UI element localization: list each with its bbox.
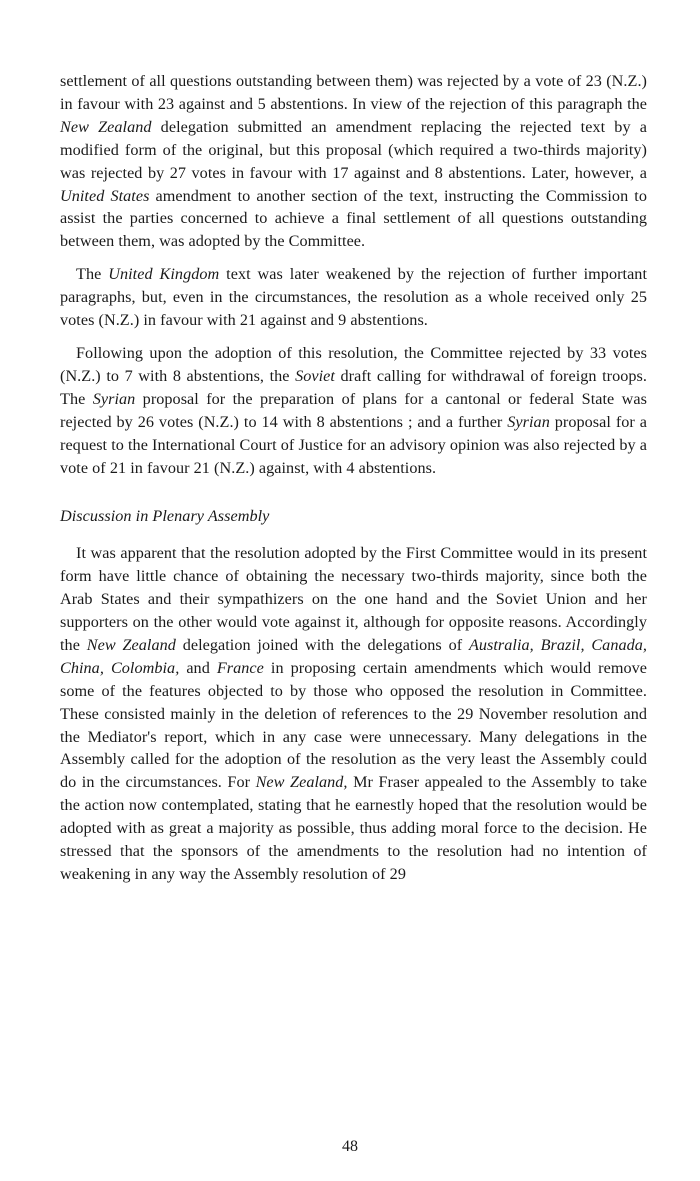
italic-text-segment: United States — [60, 186, 150, 205]
text-segment: in proposing certain amendments which would remove some of the features objected to by those who opposed the resolution in Committee. These consisted mainly in the deletion of references to the 29 November resolution and the Mediator's report, which in any case were unnecessary. Many delegations in the Assembly called for the adoption of the resolution as the very least the Assembly could do in the circumstances. For — [60, 658, 647, 792]
text-segment: delegation submitted an amendment replacing the rejected text by a modified form of the original, but this proposal (which required a two-thirds majority) was rejected by 27 votes in favour with 17 against and 8 abstentions. Later, however, a — [60, 117, 647, 182]
document-page — [60, 70, 647, 896]
italic-text-segment: New Zealand — [60, 117, 152, 136]
paragraph-3 — [60, 342, 647, 479]
section-heading: Discussion in Plenary Assembly — [60, 507, 270, 526]
italic-text-segment: France — [216, 658, 264, 677]
paragraph-4 — [60, 542, 647, 886]
italic-text-segment: Syrian — [507, 412, 550, 431]
text-segment: delegation joined with the delegations of — [175, 635, 469, 654]
text-segment: The — [76, 265, 109, 284]
text-segment: and — [179, 658, 217, 677]
italic-text-segment: New Zealand, — [255, 773, 348, 792]
text-segment: text was later weakened by the rejection of further important paragraphs, but, even in the circumstances, the resolution as a whole received only 25 votes (N.Z.) in favour with 21 against and 9 abstentions. — [60, 265, 648, 330]
text-segment: Following upon the adoption of this resolution, the Committee rejected by 33 votes (N.Z.) to 7 with 8 abstentions, the — [60, 343, 647, 385]
text-segment: proposal for a request to the International Court of Justice for an advisory opinion was also rejected by a vote of 21 in favour 21 (N.Z.) against, with 4 abstentions. — [60, 412, 647, 477]
text-segment: Mr Fraser appealed to the Assembly to take the action now contemplated, stating that he earnestly hoped that the resolution would be adopted with as great a majority as possible, thus adding moral force to the decision. He stressed that the sponsors of the amendments to the resolution had no intention of weakening in any way the Assembly resolution of 29 — [60, 773, 647, 883]
text-segment: settlement of all questions outstanding between them) was rejected by a vote of 23 (N.Z.) in favour with 23 against and 5 abstentions. In view of the rejection of this paragraph the — [60, 72, 647, 113]
italic-text-segment: United Kingdom — [108, 265, 220, 284]
italic-text-segment: Soviet — [295, 366, 335, 385]
page-number: 48 — [342, 1138, 358, 1155]
text-segment: It was apparent that the resolution adopted by the First Committee would in its present form have little chance of obtaining the necessary two-thirds majority, since both the Arab States and their sympathizers on the one hand and the Soviet Union and her supporters on the other would vote against it, although for opposite reasons. Accordingly the — [60, 544, 647, 654]
text-segment: amendment to another section of the text, instructing the Commission to assist the parties concerned to achieve a final settlement of all questions outstanding between them, was adopted by the Committee. — [60, 186, 648, 251]
paragraph-1 — [60, 70, 647, 253]
italic-text-segment: Australia, Brazil, Canada, China, Colombia, — [60, 635, 648, 677]
text-segment: proposal for the preparation of plans for a cantonal or federal State was rejected by 26 votes (N.Z.) to 14 with 8 abstentions ; and a further — [60, 389, 647, 431]
italic-text-segment: New Zealand — [86, 635, 176, 654]
paragraph-2 — [60, 263, 647, 332]
text-segment: draft calling for withdrawal of foreign troops. The — [60, 366, 647, 408]
italic-text-segment: Syrian — [92, 389, 136, 408]
